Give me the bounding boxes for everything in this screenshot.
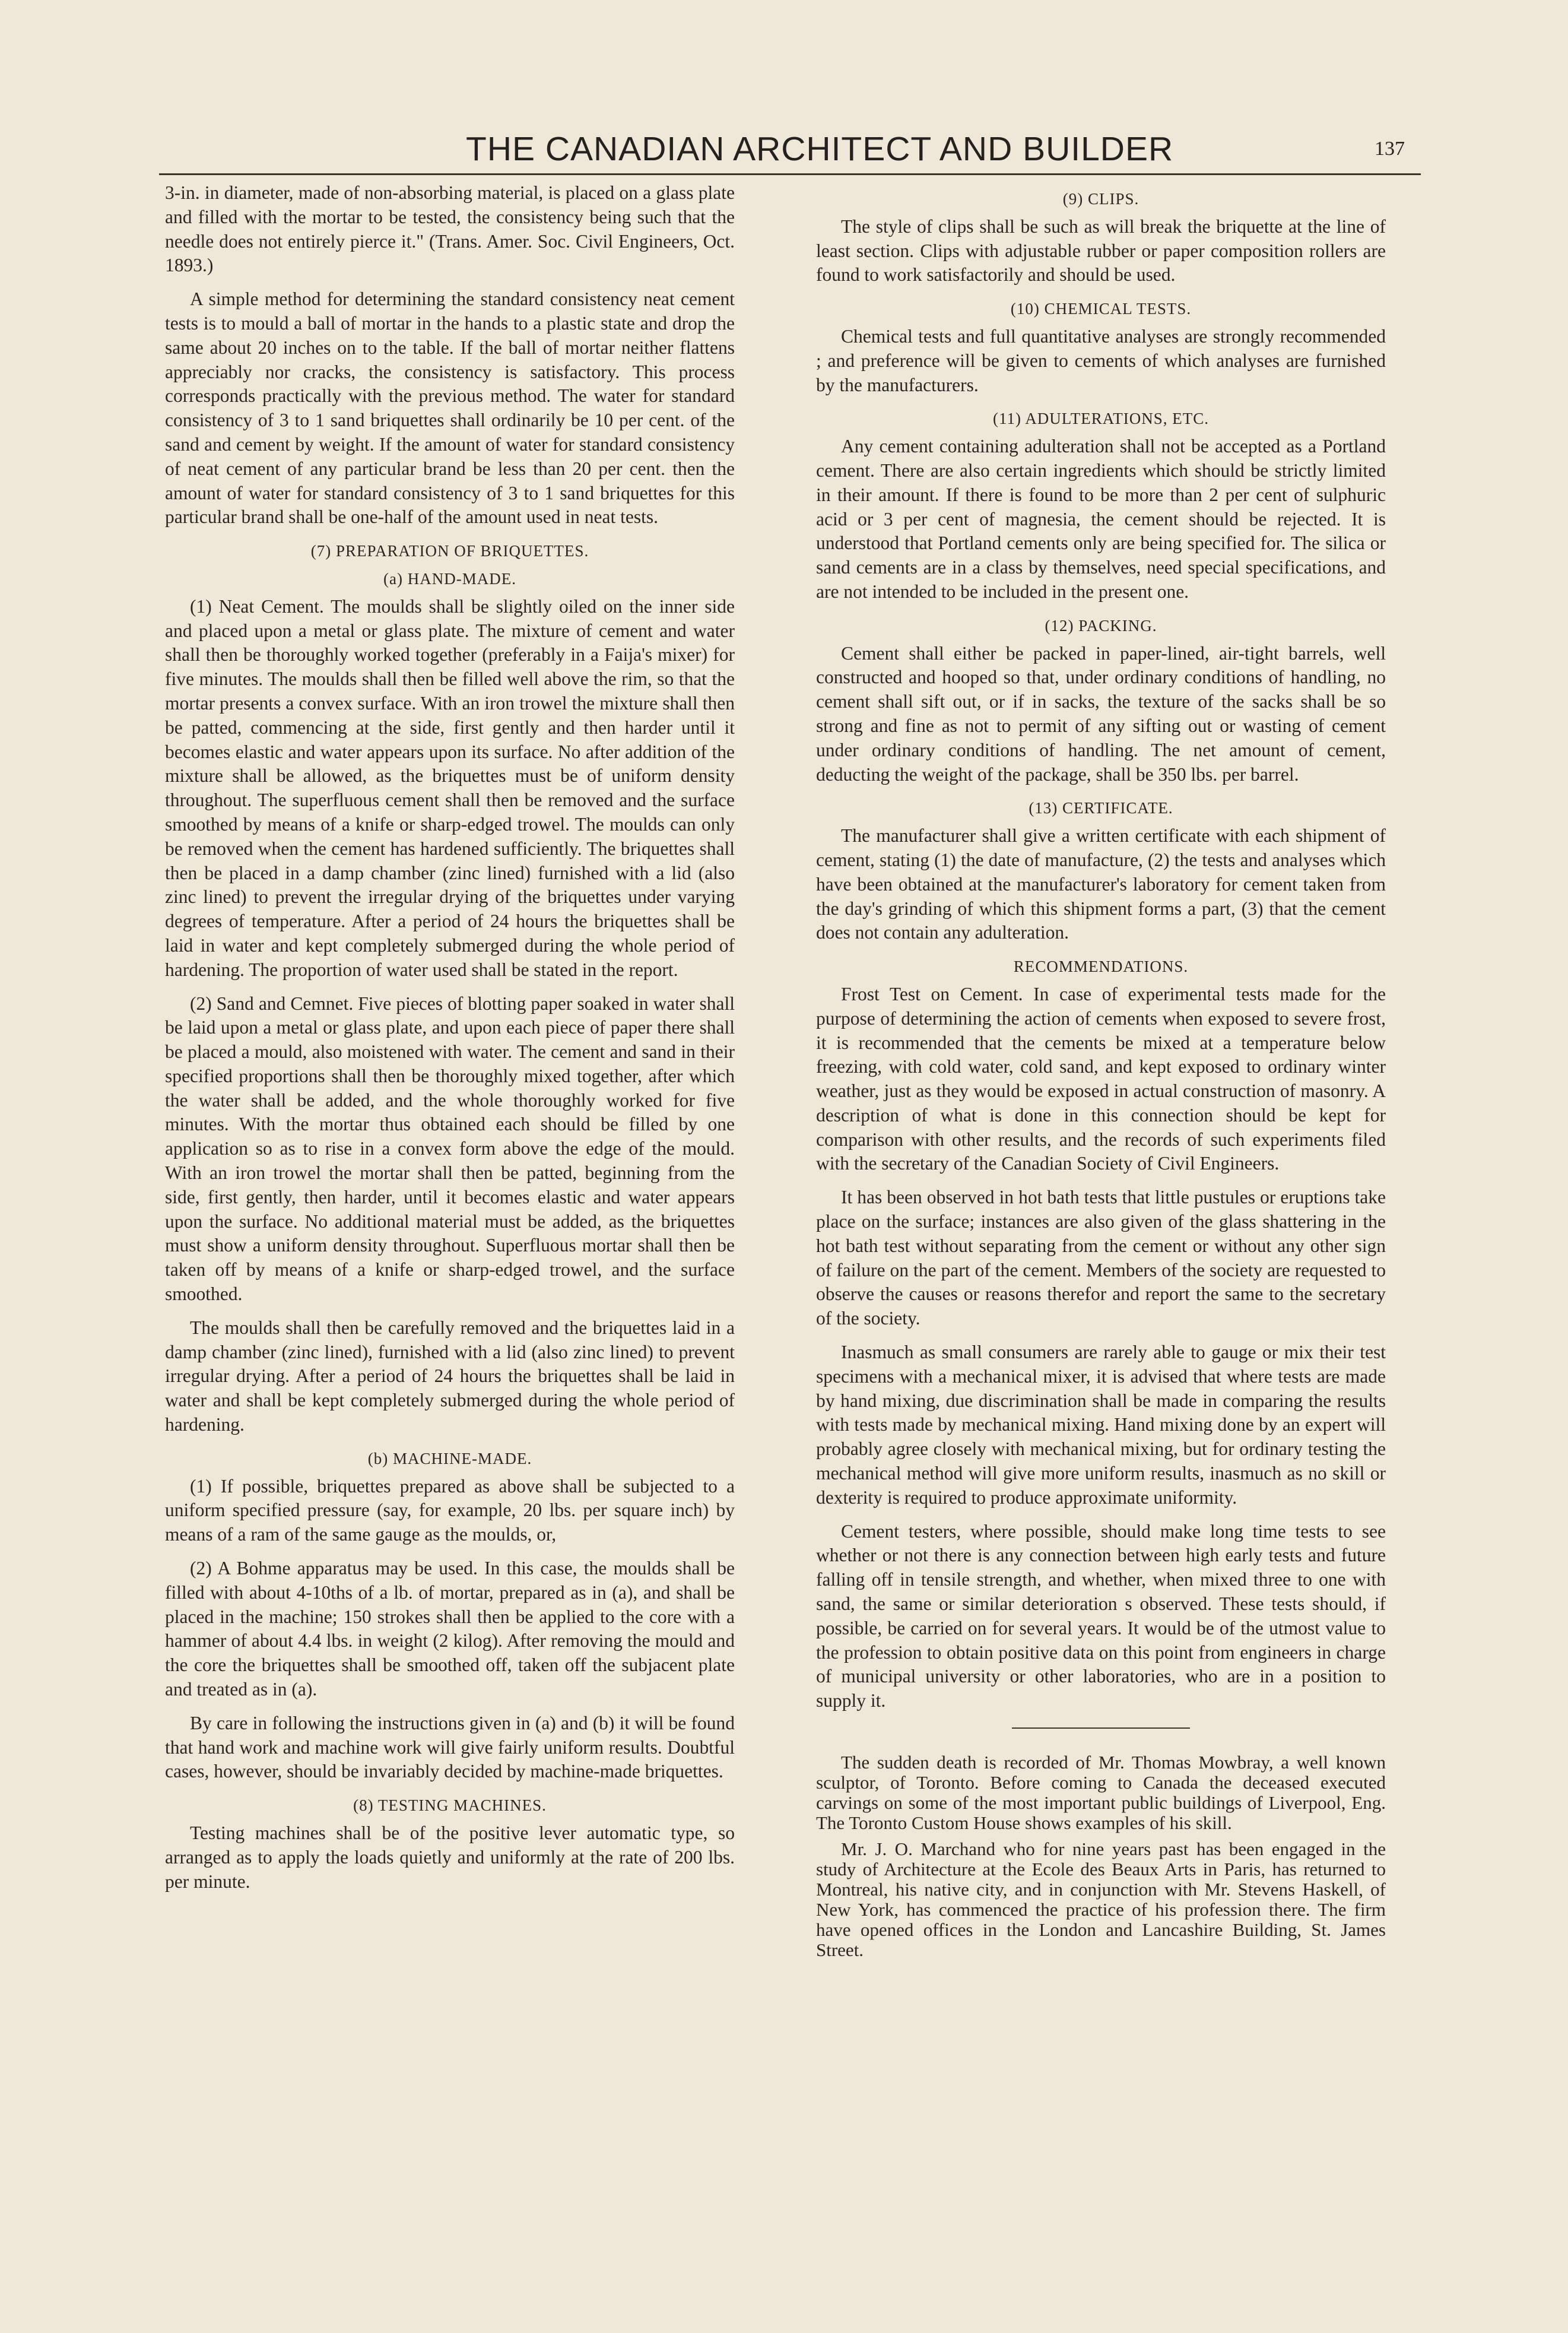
journal-title: THE CANADIAN ARCHITECT AND BUILDER	[466, 130, 1174, 168]
heading-packing: (12) PACKING.	[1045, 616, 1157, 635]
heading-testing-machines: (8) TESTING MACHINES.	[353, 1796, 547, 1815]
paragraph-cement-testers: Cement testers, where possible, should make long time tests to see whether or not there is any connection between high early tests and future falling off in tensile strength, and whether, when mixed three to one with sand, the same or similar deterioration s observed. These tests should, if possible, be carried on for several years. It would be of the utmost value to the profession to obtain positive data on this point from engineers in charge of municipal university or other laboratories, who are in a position to supply it.	[816, 1520, 1386, 1711]
news-notes	[816, 1752, 1386, 1960]
heading-certificate: (13) CERTIFICATE.	[1029, 799, 1173, 817]
heading-recommendations: RECOMMENDATIONS.	[1013, 958, 1189, 976]
heading-hand-made: (a) HAND-MADE.	[383, 569, 516, 588]
right-column	[816, 181, 1386, 1966]
section-divider	[1012, 1727, 1190, 1729]
paragraph-care: By care in following the instructions given in (a) and (b) it will be found that hand work and machine work will give fairly uniform results. Doubtful cases, however, should be invariably decided by machine-made briquettes.	[165, 1712, 735, 1782]
paragraph-marchand: Mr. J. O. Marchand who for nine years past has been engaged in the study of Architecture at the Ecole des Beaux Arts in Paris, has returned to Montreal, his native city, and in conjunction with Mr. Stevens Haskell, of New York, has commenced the practice of his profession there. The firm have opened offices in the London and Lancashire Building, St. James Street.	[816, 1838, 1386, 1961]
page-header	[0, 129, 1568, 177]
paragraph-certificate: The manufacturer shall give a written certificate with each shipment of cement, stating (1) the date of manufacture, (2) the tests and analyses which have been obtained at the manufacturer's laboratory for cement taken from the day's grinding of which this shipment forms a part, (3) that the cement does not contain any adulteration.	[816, 825, 1386, 943]
heading-clips: (9) CLIPS.	[1062, 190, 1140, 208]
paragraph-simple-method: A simple method for determining the standard consistency neat cement tests is to mould a ball of mortar in the hands to a plastic state and drop the same about 20 inches on to the table. If the ball of mortar neither flattens appreciably nor cracks, the consistency is satisfactory. This process corresponds practically with the previous method. The water for standard consistency of 3 to 1 sand briquettes shall ordinarily be 10 per cent. of the sand and cement by weight. If the amount of water for standard consistency of neat cement of any particular brand be less than 20 per cent. then the amount of water for standard consistency of 3 to 1 sand briquettes for this particular brand shall be one-half of the amount used in neat tests.	[165, 289, 735, 528]
page-number: 137	[1375, 138, 1405, 160]
paragraph-sand-and-cement: (2) Sand and Cemnet. Five pieces of blotting paper soaked in water shall be laid upon a metal or glass plate, and upon each piece of paper there shall be placed a mould, also moistened with water. The cement and sand in their specified proportions shall then be thoroughly mixed together, after which the water shall be added, and the whole thoroughly worked for five minutes. With the mortar thus obtained each should be filled by one application so as to rise in a convex form above the edge of the mould. With an iron trowel the mortar shall then be patted, beginning from the side, first gently, then harder, until it becomes elastic and water appears upon the surface. No additional material must be added, as the briquettes must show a uniform density throughout. Superfluous mortar shall then be taken off by means of a knife or sharp-edged trowel, and the surface smoothed.	[165, 993, 735, 1305]
left-column	[165, 181, 735, 1903]
paragraph-frost-test: Frost Test on Cement. In case of experimental tests made for the purpose of determining the action of cements when exposed to severe frost, it is recommended that the cements be mixed at a temperature below freezing, with cold water, cold sand, and kept exposed to ordinary winter weather, just as they would be exposed in actual construction of masonry. A description of what is done in this connection should be kept for comparison with other results, and the records of such experiments filed with the secretary of the Canadian Society of Civil Engineers.	[816, 983, 1386, 1174]
paragraph-machine-1: (1) If possible, briquettes prepared as above shall be subjected to a uniform specified pressure (say, for example, 20 lbs. per square inch) by means of a ram of the same gauge as the moulds, or,	[165, 1475, 735, 1545]
paragraph-mowbray: The sudden death is recorded of Mr. Thomas Mowbray, a well known sculptor, of Toronto. Before coming to Canada the deceased executed carvings on some of the most important public buildings of Liverpool, Eng. The Toronto Custom House shows examples of his skill.	[816, 1752, 1386, 1834]
paragraph-adulterations: Any cement containing adulteration shall not be accepted as a Portland cement. There are also certain ingredients which should be strictly limited in their amount. If there is found to be more than 2 per cent of sulphuric acid or 3 per cent of magnesia, the cement should be rejected. It is understood that Portland cements only are being specified for. The silica or sand cements are in a class by themselves, need special specifications, and are not intended to be included in the present one.	[816, 436, 1386, 602]
paragraph-small-consumers: Inasmuch as small consumers are rarely able to gauge or mix their test specimens with a mechanical mixer, it is advised that where tests are made by hand mixing, due discrimination shall be made in comparing the results with tests made by mechanical mixing. Hand mixing done by an expert will probably agree closely with mechanical mixing, but for ordinary testing the mechanical method will give more uniform results, inasmuch as no skill or dexterity is required to produce approximate uniformity.	[816, 1342, 1386, 1508]
paragraph-intro: 3-in. in diameter, made of non-absorbing material, is placed on a glass plate and filled with the mortar to be tested, the consistency being such that the needle does not entirely pierce it." (Trans. Amer. Soc. Civil Engineers, Oct. 1893.)	[165, 182, 735, 276]
paragraph-neat-cement: (1) Neat Cement. The moulds shall be slightly oiled on the inner side and placed upon a metal or glass plate. The mixture of cement and water shall then be thoroughly worked together (preferably in a Faija's mixer) for five minutes. The moulds shall then be filled well above the rim, so that the mortar presents a convex surface. With an iron trowel the mixture shall then be patted, commencing at the side, first gently and then harder until it becomes elastic and water appears upon its surface. No after addition of the mixture shall be allowed, as the briquettes must be of uniform density throughout. The superfluous cement shall then be removed and the surface smoothed by means of a knife or sharp-edged trowel. The moulds can only be removed when the cement has hardened sufficiently. The briquettes shall then be placed in a damp chamber (zinc lined) furnished with a lid (also zinc lined) to prevent the irregular drying of the briquettes under varying degrees of temperature. After a period of 24 hours the briquettes shall be laid in water and kept completely submerged during the whole period of hardening. The proportion of water used shall be stated in the report.	[165, 595, 735, 980]
heading-preparation-of-briquettes: (7) PREPARATION OF BRIQUETTES.	[310, 542, 589, 560]
paragraph-hot-bath: It has been observed in hot bath tests that little pustules or eruptions take place on the surface; instances are also given of the glass shattering in the hot bath test without separating from the cement or without any other sign of failure on the part of the cement. Members of the society are requested to observe the causes or reasons therefor and report the same to the secretary of the society.	[816, 1187, 1386, 1329]
header-rule	[159, 173, 1421, 175]
paragraph-moulds: The moulds shall then be carefully removed and the briquettes laid in a damp chamber (zinc lined), furnished with a lid (also zinc lined) to prevent irregular drying. After a period of 24 hours the briquettes shall be laid in water and shall be kept completely submerged during the whole period of hardening.	[165, 1317, 735, 1435]
heading-machine-made: (b) MACHINE-MADE.	[367, 1449, 532, 1467]
heading-chemical-tests: (10) CHEMICAL TESTS.	[1010, 300, 1192, 318]
paragraph-packing: Cement shall either be packed in paper-lined, air-tight barrels, well constructed and hooped so that, under ordinary conditions of handling, no cement shall sift out, or if in sacks, the texture of the sacks shall be so strong and fine as not to permit of any sifting out or wasting of cement under ordinary conditions of handling. The net amount of cement, deducting the weight of the package, shall be 350 lbs. per barrel.	[816, 642, 1386, 785]
heading-adulterations: (11) ADULTERATIONS, ETC.	[993, 410, 1209, 428]
paragraph-clips: The style of clips shall be such as will break the briquette at the line of least section. Clips with adjustable rubber or paper composition rollers are found to work satisfactorily and should be used.	[816, 215, 1386, 286]
paragraph-chemical-tests: Chemical tests and full quantitative analyses are strongly recommended ; and preference will be given to cements of which analyses are furnished by the manufacturers.	[816, 325, 1386, 395]
paragraph-machine-2: (2) A Bohme apparatus may be used. In this case, the moulds shall be filled with about 4-10ths of a lb. of mortar, prepared as in (a), and shall be placed in the machine; 150 strokes shall then be applied to the core with a hammer of about 4.4 lbs. in weight (2 kilog). After removing the mould and the core the briquettes shall be smoothed off, taken off the subjacent plate and treated as in (a).	[165, 1558, 735, 1700]
paragraph-testing-machines: Testing machines shall be of the positive lever automatic type, so arranged as to apply the loads quietly and uniformly at the rate of 200 lbs. per minute.	[165, 1822, 735, 1892]
